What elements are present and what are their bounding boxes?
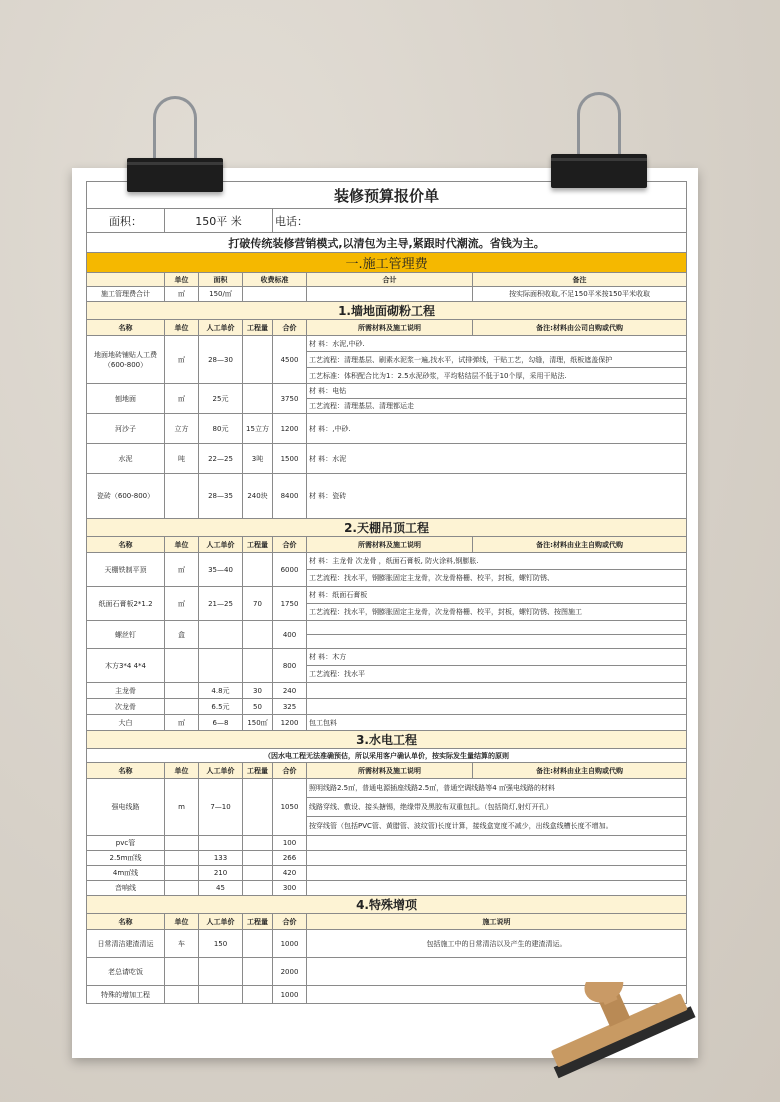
header-cell: 人工单价 (199, 914, 243, 930)
table-row (87, 699, 687, 715)
row-name (87, 444, 165, 474)
row-qty: 240块 (243, 474, 273, 519)
header-cell: 单位 (165, 537, 199, 553)
table-row (87, 444, 687, 474)
row-name (87, 587, 165, 621)
row-qty: 3吨 (243, 444, 273, 474)
row-unit: ㎡ (165, 287, 199, 302)
row-name (87, 621, 165, 649)
row-note: 按实际面积收取,不足150平米按150平米收取 (473, 287, 687, 302)
quotation-sheet (72, 168, 698, 1058)
row-total: 100 (273, 836, 307, 851)
row-price: 80元 (199, 414, 243, 444)
header-cell: 工程量 (243, 320, 273, 336)
row-total: 300 (273, 881, 307, 896)
row-price: 133 (199, 851, 243, 866)
row-total: 1500 (273, 444, 307, 474)
row-std (243, 287, 307, 302)
slogan: 打破传统装修营销模式,以清包为主导,紧跟时代潮流。省钱为主。 (87, 233, 687, 253)
row-unit (165, 851, 199, 866)
row-desc: 材 料：木方 (307, 649, 687, 666)
row-desc (307, 683, 687, 699)
row-unit: ㎡ (165, 715, 199, 731)
row-name-text: 音响线 (115, 884, 136, 892)
header-cell: 工程量 (243, 763, 273, 779)
header-cell: 备注 (473, 273, 687, 287)
phone-label: 电话： (273, 209, 687, 233)
row-name-text: 主龙骨 (115, 686, 136, 695)
row-name (87, 851, 165, 866)
row-price: 4.8元 (199, 683, 243, 699)
row-desc: 材 料：电钻 (307, 384, 687, 399)
row-name (87, 336, 165, 384)
row-qty (243, 930, 273, 958)
table-row (87, 779, 687, 798)
table-row (87, 851, 687, 866)
header-cell: 工程量 (243, 537, 273, 553)
row-total: 1200 (273, 715, 307, 731)
header-cell: 合价 (273, 914, 307, 930)
table-row (87, 414, 687, 444)
row-total: 6000 (273, 553, 307, 587)
row-price: 35—40 (199, 553, 243, 587)
section-header (87, 253, 687, 273)
row-desc (307, 866, 687, 881)
section-note: （因水电工程无法准确预估，所以采用客户确认单价，按实际发生量结算的原则 (87, 749, 687, 763)
table-row (87, 621, 687, 635)
row-name (87, 414, 165, 444)
row-desc: 材 料：纸面石膏板 (307, 587, 687, 604)
header-cell: 备注:材料由公司自购或代购 (473, 320, 687, 336)
row-desc (307, 635, 687, 649)
row-total: 1750 (273, 587, 307, 621)
page-title: 装修预算报价单 (87, 182, 687, 209)
row-unit: ㎡ (165, 384, 199, 414)
row-desc: 材 料：水泥,中砂. (307, 336, 687, 352)
row-unit: 立方 (165, 414, 199, 444)
row-name (87, 881, 165, 896)
header-row (87, 763, 687, 779)
wooden-stamp (540, 982, 720, 1102)
table-row (87, 336, 687, 352)
row-total: 3750 (273, 384, 307, 414)
header-cell: 合计 (307, 273, 473, 287)
row-desc (307, 881, 687, 896)
header-row (87, 537, 687, 553)
header-cell: 面积 (199, 273, 243, 287)
row-qty (243, 336, 273, 384)
row-desc (307, 851, 687, 866)
row-name-text: 次龙骨 (115, 702, 136, 711)
row-name (87, 553, 165, 587)
row-name-text: pvc管 (115, 839, 136, 847)
row-unit: ㎡ (165, 553, 199, 587)
header-cell: 单位 (165, 914, 199, 930)
row-qty: 15立方 (243, 414, 273, 444)
row-price (199, 958, 243, 986)
header-cell: 名称 (87, 320, 165, 336)
row-name (87, 384, 165, 414)
row-qty (243, 958, 273, 986)
row-unit: m (165, 779, 199, 836)
row-name-text: 天棚铁制平顶 (104, 565, 147, 574)
quotation-table (86, 181, 687, 1004)
header-cell: 备注:材料由业主自购或代购 (473, 763, 687, 779)
row-desc: 包工包料 (307, 715, 687, 731)
row-qty (243, 986, 273, 1004)
row-name (87, 683, 165, 699)
row-total: 240 (273, 683, 307, 699)
row-desc: 照明线路2.5㎡，普通电源插座线路2.5㎡，普通空调线路等4 ㎡强电线路的材料 (307, 779, 687, 798)
row-desc: 线路穿线、敷设、接头搪锡，绝缘带及黑胶布双重包扎。（包括筒灯,射灯开孔） (307, 798, 687, 817)
header-cell: 备注:材料由业主自购或代购 (473, 537, 687, 553)
table-row (87, 683, 687, 699)
table-row (87, 930, 687, 958)
row-qty (243, 881, 273, 896)
binder-clip-left (127, 86, 223, 192)
slogan-row (87, 233, 687, 253)
row-name (87, 649, 165, 683)
row-name-text: 地面地砖铺贴人工费 (94, 350, 157, 359)
header-cell: 施工说明 (307, 914, 687, 930)
row-price: 45 (199, 881, 243, 896)
header-cell: 单位 (165, 763, 199, 779)
row-desc (307, 699, 687, 715)
row-name: 特殊的增加工程 (87, 986, 165, 1004)
row-total: 800 (273, 649, 307, 683)
row-total: 1000 (273, 930, 307, 958)
row-qty (243, 779, 273, 836)
row-unit: ㎡ (165, 587, 199, 621)
row-qty (243, 621, 273, 649)
row-qty (243, 851, 273, 866)
header-row (87, 320, 687, 336)
row-qty (243, 836, 273, 851)
row-total: 1200 (273, 414, 307, 444)
row-total: 4500 (273, 336, 307, 384)
row-price (199, 621, 243, 649)
header-cell: 人工单价 (199, 320, 243, 336)
table-row (87, 553, 687, 570)
header-cell: 人工单价 (199, 537, 243, 553)
row-desc: 材 料：瓷砖 (307, 474, 687, 519)
section-header (87, 519, 687, 537)
row-desc: 工艺流程：找水平，钢膨胀固定主龙骨，次龙骨格栅、校平，封板，螺钉防锈、按图施工 (307, 604, 687, 621)
row-total: 8400 (273, 474, 307, 519)
note-row (87, 749, 687, 763)
header-cell: 合价 (273, 537, 307, 553)
area-value: 150平 米 (165, 209, 273, 233)
row-name-text: 强电线路 (111, 803, 140, 811)
row-qty (243, 553, 273, 587)
row-name (87, 779, 165, 836)
row-price: 6.5元 (199, 699, 243, 715)
row-price (199, 649, 243, 683)
binder-clip-right (551, 82, 647, 188)
row-name: 施工管理费合计 (87, 287, 165, 302)
row-name-text: 2.5m㎡线 (109, 854, 142, 862)
row-name (87, 836, 165, 851)
row-name-sub: （600-800） (103, 360, 148, 369)
row-qty (243, 649, 273, 683)
row-total: 2000 (273, 958, 307, 986)
header-cell (87, 273, 165, 287)
row-total: 1000 (273, 986, 307, 1004)
row-price: 6—8 (199, 715, 243, 731)
row-qty: 50 (243, 699, 273, 715)
row-unit (165, 699, 199, 715)
section-title: 3.水电工程 (87, 731, 687, 749)
row-name-text: 4m㎡线 (112, 869, 139, 877)
row-unit (165, 474, 199, 519)
header-cell: 单位 (165, 273, 199, 287)
table-row (87, 881, 687, 896)
header-cell: 合价 (273, 320, 307, 336)
row-total: 400 (273, 621, 307, 649)
row-unit: ㎡ (165, 336, 199, 384)
header-cell: 名称 (87, 914, 165, 930)
row-total: 420 (273, 866, 307, 881)
row-desc (307, 836, 687, 851)
row-name-text: 水泥 (118, 454, 133, 463)
row-name: 日常清洁建渣清运 (87, 930, 165, 958)
row-name-text: 木方3*4 4*4 (104, 661, 147, 670)
row-desc: 材 料：主龙骨 次龙骨 ，纸面石膏板, 防火涂料,钢膨胀. (307, 553, 687, 570)
row-total (307, 287, 473, 302)
header-cell: 人工单价 (199, 763, 243, 779)
header-row (87, 914, 687, 930)
table-row (87, 715, 687, 731)
table-row (87, 384, 687, 399)
row-desc: 包括施工中的日常清洁以及产生的建渣清运。 (307, 930, 687, 958)
table-row (87, 474, 687, 519)
row-name (87, 474, 165, 519)
row-total: 266 (273, 851, 307, 866)
header-cell: 名称 (87, 537, 165, 553)
row-unit: 盒 (165, 621, 199, 649)
section-header (87, 731, 687, 749)
row-price: 25元 (199, 384, 243, 414)
section-title: 2.天棚吊顶工程 (87, 519, 687, 537)
row-name: 老总请吃饭 (87, 958, 165, 986)
row-desc: 工艺流程：找水平 (307, 666, 687, 683)
row-area: 150/㎡ (199, 287, 243, 302)
row-desc: 按穿线管（包括PVC管、黄腊管、波纹管)长度计算，接线盒宽度不减少，出线盒线槽长度不增加。 (307, 817, 687, 836)
table-row (87, 587, 687, 604)
table-row (87, 287, 687, 302)
row-price: 21—25 (199, 587, 243, 621)
row-price (199, 986, 243, 1004)
row-name-text: 刨地面 (115, 394, 136, 403)
row-unit (165, 836, 199, 851)
table-row (87, 866, 687, 881)
row-price (199, 836, 243, 851)
row-qty: 70 (243, 587, 273, 621)
row-qty (243, 866, 273, 881)
header-cell: 名称 (87, 763, 165, 779)
row-unit (165, 958, 199, 986)
row-unit (165, 866, 199, 881)
row-unit (165, 683, 199, 699)
section-header (87, 896, 687, 914)
header-cell: 合价 (273, 763, 307, 779)
info-row (87, 209, 687, 233)
row-desc: 工艺流程：清理基层、清理都运走 (307, 399, 687, 414)
row-name-text: 大白 (118, 718, 133, 727)
row-price: 7—10 (199, 779, 243, 836)
row-qty: 30 (243, 683, 273, 699)
row-name-text: 瓷砖（600-800） (96, 492, 155, 500)
row-name (87, 699, 165, 715)
row-price: 210 (199, 866, 243, 881)
row-unit: 吨 (165, 444, 199, 474)
section-title: 1.墙地面砌粉工程 (87, 302, 687, 320)
row-qty: 150㎡ (243, 715, 273, 731)
row-price: 28—30 (199, 336, 243, 384)
row-name-text: 螺丝钉 (115, 630, 136, 639)
row-desc (307, 621, 687, 635)
header-cell: 工程量 (243, 914, 273, 930)
row-desc: 材 料：,中砂. (307, 414, 687, 444)
table-row (87, 649, 687, 666)
header-row (87, 273, 687, 287)
row-unit: 车 (165, 930, 199, 958)
row-desc: 材 料：水泥 (307, 444, 687, 474)
row-price: 150 (199, 930, 243, 958)
header-cell: 所需材料及施工说明 (307, 763, 473, 779)
row-desc: 工艺流程：找水平，钢膨胀固定主龙骨，次龙骨格栅、校平，封板，螺钉防锈、 (307, 570, 687, 587)
row-price: 28—35 (199, 474, 243, 519)
header-cell: 收费标准 (243, 273, 307, 287)
area-label: 面积： (87, 209, 165, 233)
row-qty (243, 384, 273, 414)
row-price: 22—25 (199, 444, 243, 474)
row-unit (165, 649, 199, 683)
row-name-text: 河沙子 (115, 424, 136, 433)
section-title: 一.施工管理费 (87, 253, 687, 273)
header-cell: 所需材料及施工说明 (307, 537, 473, 553)
section-title: 4.特殊增项 (87, 896, 687, 914)
row-name-text: 纸面石膏板2*1.2 (98, 599, 153, 608)
row-unit (165, 881, 199, 896)
table-row (87, 836, 687, 851)
row-total: 325 (273, 699, 307, 715)
section-header (87, 302, 687, 320)
row-total: 1050 (273, 779, 307, 836)
row-name (87, 715, 165, 731)
row-name (87, 866, 165, 881)
row-desc: 工艺标准：体积配合比为1：2.5水泥砂浆，平均粘结层不低于10个厚，采用干贴法. (307, 368, 687, 384)
row-desc: 工艺流程：清理基层、刷素水泥浆一遍,找水平，试排弹线，干贴工艺，勾缝，清理，纸板遮盖保护 (307, 352, 687, 368)
header-cell: 所需材料及施工说明 (307, 320, 473, 336)
row-unit (165, 986, 199, 1004)
header-cell: 单位 (165, 320, 199, 336)
